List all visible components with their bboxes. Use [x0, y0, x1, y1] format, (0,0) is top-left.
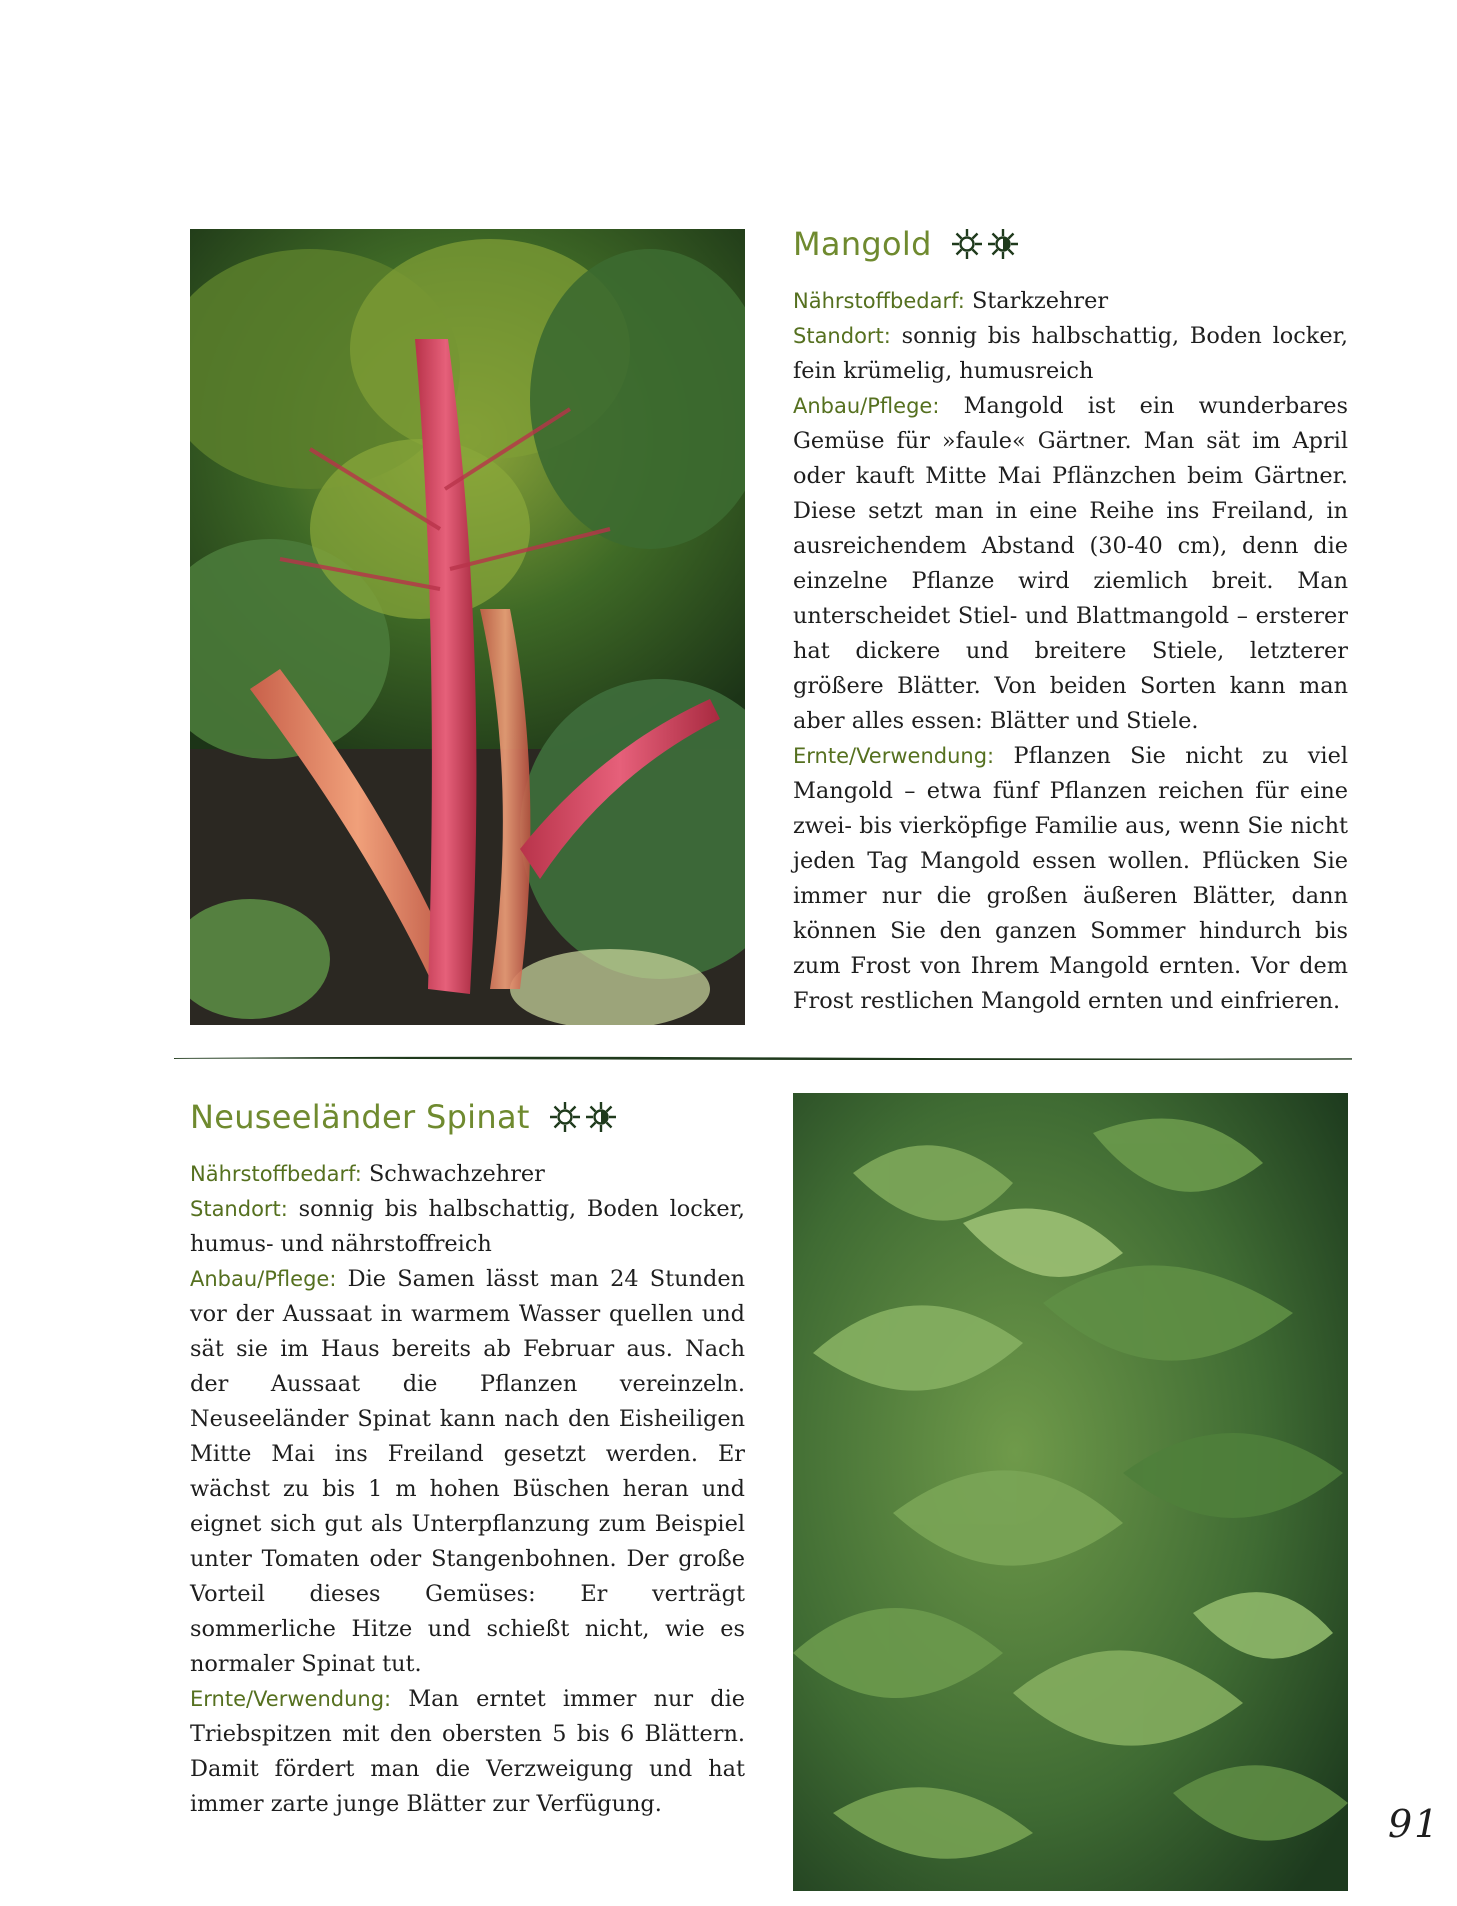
anbau-value: Die Samen lässt man 24 Stunden vor der Aussaat in warmem Wasser quellen und sät sie im Haus bereits ab Februar aus. Nach der Aussaat die Pflanzen vereinzeln. Neuseeländer Spinat kann nach den Eisheiligen Mitte Mai ins Freiland gesetzt werden. Er wächst zu bis 1 m hohen Büschen heran und eignet sich gut als Unterpflanzung zum Beispiel unter Tomaten oder Stangenbohnen. Der große Vorteil dieses Gemüses: Er verträgt sommerliche Hitze und schießt nicht, wie es normaler Spinat tut.: [190, 1266, 745, 1677]
standort-label: Standort:: [190, 1197, 288, 1221]
sun-icon: [950, 227, 984, 261]
spinat-title-text: Neuseeländer Spinat: [190, 1098, 530, 1136]
light-requirement-icons: [548, 1100, 618, 1134]
spinat-title: [190, 1091, 745, 1143]
section-divider: [174, 1055, 1352, 1061]
anbau-label: Anbau/Pflege:: [793, 394, 940, 418]
spinat-entry: [190, 1091, 745, 1822]
anbau-label: Anbau/Pflege:: [190, 1267, 337, 1291]
ernte-value: Man erntet immer nur die Triebspitzen mit den obersten 5 bis 6 Blättern. Damit fördert man die Verzweigung und hat immer zarte junge Blätter zur Verfügung.: [190, 1686, 745, 1817]
spinat-ernte: [190, 1682, 745, 1822]
spinach-photo: [793, 1093, 1348, 1891]
mangold-body: [793, 284, 1348, 1019]
naehrstoff-label: Nährstoffbedarf:: [190, 1162, 362, 1186]
standort-label: Standort:: [793, 324, 891, 348]
half-shade-icon: [986, 227, 1020, 261]
spinat-anbau: [190, 1262, 745, 1682]
half-shade-icon: [584, 1100, 618, 1134]
light-requirement-icons: [950, 227, 1020, 261]
spinat-standort: [190, 1192, 745, 1262]
ernte-label: Ernte/Verwendung:: [793, 744, 995, 768]
mangold-title-text: Mangold: [793, 225, 932, 263]
spinat-body: [190, 1157, 745, 1822]
anbau-value: Mangold ist ein wunderbares Gemüse für »faule« Gärtner. Man sät im April oder kauft Mitte Mai Pflänzchen beim Gärtner. Diese setzt man in eine Reihe ins Freiland, in ausreichendem Abstand (30-40 cm), denn die einzelne Pflanze wird ziemlich breit. Man unterscheidet Stiel- und Blattmangold – ersterer hat dickere und breitere Stiele, letzterer größere Blätter. Von beiden Sorten kann man aber alles essen: Blätter und Stiele.: [793, 393, 1348, 734]
mangold-ernte: [793, 739, 1348, 1019]
chard-photo: [190, 229, 745, 1025]
mangold-entry: [793, 218, 1348, 1019]
mangold-title: [793, 218, 1348, 270]
spinat-naehrstoff: [190, 1157, 745, 1192]
naehrstoff-value: Schwachzehrer: [361, 1161, 545, 1187]
standort-value: sonnig bis halbschattig, Boden locker, fein krümelig, humusreich: [793, 323, 1348, 384]
standort-value: sonnig bis halbschattig, Boden locker, humus- und nährstoffreich: [190, 1196, 745, 1257]
mangold-anbau: [793, 389, 1348, 739]
naehrstoff-value: Starkzehrer: [964, 288, 1109, 314]
mangold-standort: [793, 319, 1348, 389]
ernte-label: Ernte/Verwendung:: [190, 1687, 392, 1711]
ernte-value: Pflanzen Sie nicht zu viel Mangold – etwa fünf Pflanzen reichen für eine zwei- bis vierköpfige Familie aus, wenn Sie nicht jeden Tag Mangold essen wollen. Pflücken Sie immer nur die großen äußeren Blätter, dann können Sie den ganzen Sommer hindurch bis zum Frost von Ihrem Mangold ernten. Vor dem Frost restlichen Mangold ernten und einfrieren.: [793, 743, 1348, 1014]
sun-icon: [548, 1100, 582, 1134]
page-number: 91: [1388, 1802, 1441, 1846]
mangold-naehrstoff: [793, 284, 1348, 319]
naehrstoff-label: Nährstoffbedarf:: [793, 289, 965, 313]
